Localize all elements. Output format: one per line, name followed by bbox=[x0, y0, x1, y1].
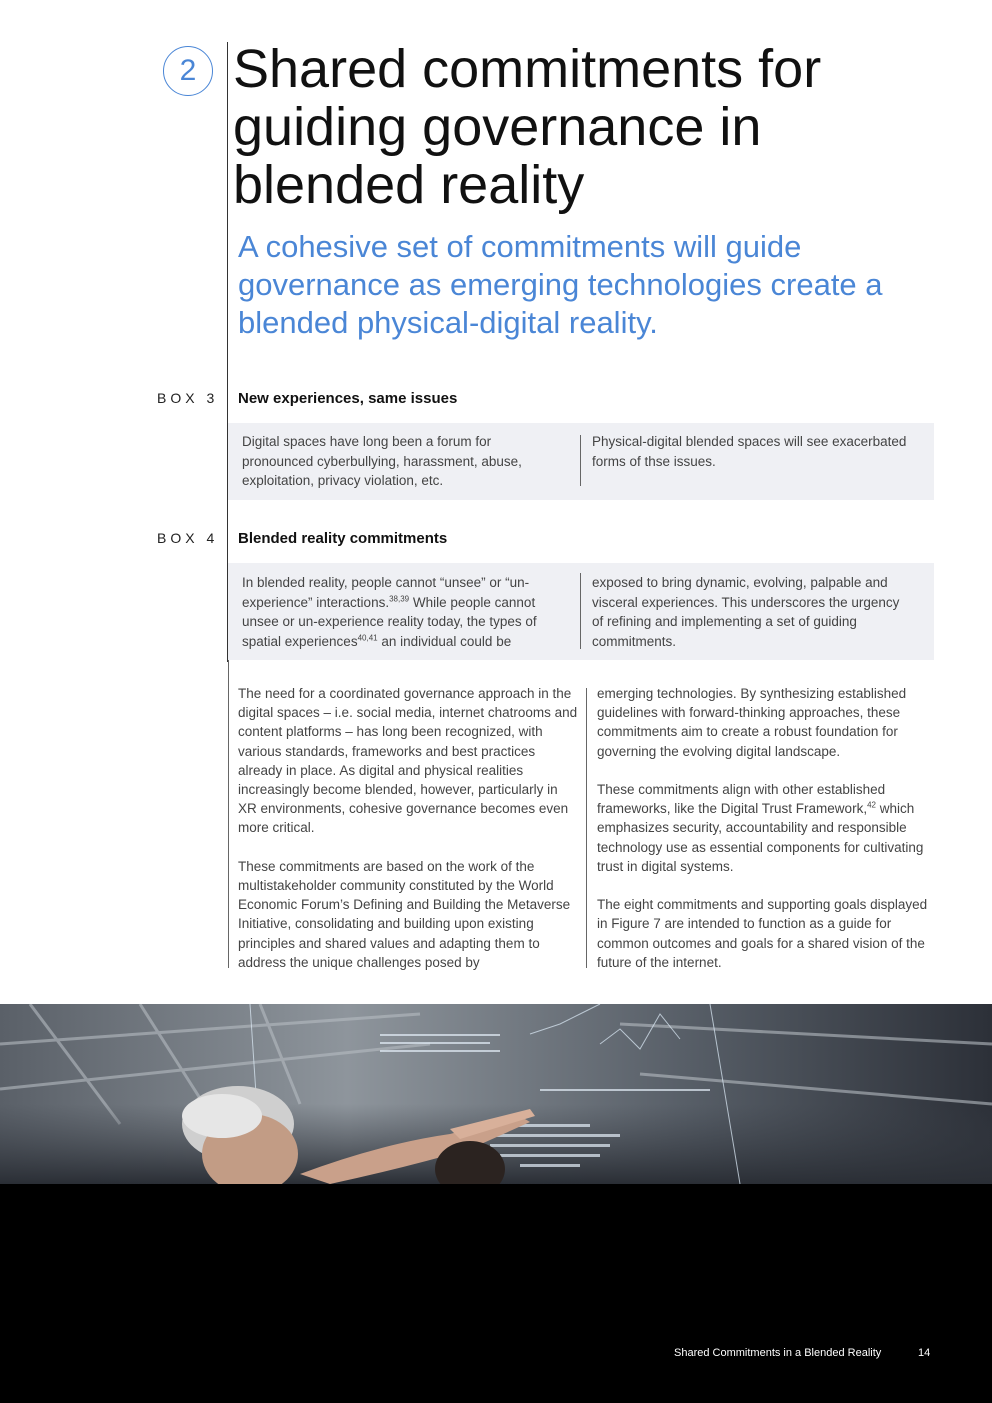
box4-left-text: In blended reality, people cannot “unsee” or “un-experience” interactions.$^{38,39}$ While people cannot unsee or un-experience reality today, the types of spatial experiences$^{40,41}$ an individual could be bbox=[242, 575, 537, 649]
section-number: 2 bbox=[179, 54, 197, 87]
photo-illustration bbox=[0, 1004, 992, 1184]
body-paragraph: These commitments are based on the work of the multistakeholder community constituted by the World Economic Forum’s Defining and Building the Metaverse Initiative, consolidating and building upon existing principles and shared values and adapting them to address the unique challenges posed by bbox=[238, 858, 571, 970]
page-number: 14 bbox=[918, 1347, 931, 1359]
citation-38-39: 38,39 bbox=[389, 594, 410, 603]
body-left-column bbox=[238, 684, 578, 991]
citation-42: 42 bbox=[867, 800, 876, 810]
body-paragraph: The eight commitments and supporting goals displayed in Figure 7 are intended to function as a guide for common outcomes and goals for a shared vision of the future of the internet. bbox=[597, 897, 928, 970]
citation-40-41: 40,41 bbox=[357, 633, 378, 642]
box3-body bbox=[228, 423, 934, 500]
box3-label: BOX 3 bbox=[157, 390, 219, 406]
hero-photo bbox=[0, 1004, 992, 1184]
footer-title: Shared Commitments in a Blended Reality bbox=[674, 1347, 882, 1359]
footer-band bbox=[0, 1184, 992, 1403]
body-paragraph: emerging technologies. By synthesizing established guidelines with forward-thinking approaches, these commitments aim to create a robust foundation for governing the evolving digital landscape. bbox=[597, 686, 907, 759]
page-title: Shared commitments for guiding governance in blended reality bbox=[233, 39, 822, 215]
body-right-column bbox=[597, 684, 934, 991]
section-number-badge bbox=[163, 46, 213, 96]
body-paragraph: These commitments align with other established frameworks, like the Digital Trust Framework,$^{42}$ which emphasizes security, accountability and responsible technology use as essential components for cultivating trust in digital systems. bbox=[597, 782, 924, 874]
box4-label: BOX 4 bbox=[157, 530, 219, 546]
body-left-rule bbox=[228, 660, 229, 968]
box4-right-text: exposed to bring dynamic, evolving, palpable and visceral experiences. This underscores the urgency of refining and implementing a set of guiding commitments. bbox=[592, 575, 900, 649]
box3-column-divider bbox=[580, 435, 581, 486]
box3-right-text: Physical-digital blended spaces will see exacerbated forms of thse issues. bbox=[592, 434, 907, 469]
box3-left-text: Digital spaces have long been a forum for pronounced cyberbullying, harassment, abuse, exploitation, privacy violation, etc. bbox=[242, 434, 522, 488]
box3-title: New experiences, same issues bbox=[238, 390, 458, 407]
box4-column-divider bbox=[580, 573, 581, 649]
page-subtitle: A cohesive set of commitments will guide governance as emerging technologies create a blended physical-digital reality. bbox=[238, 229, 883, 340]
box4-body bbox=[228, 563, 934, 660]
box4-title: Blended reality commitments bbox=[238, 530, 448, 547]
body-column-divider bbox=[586, 688, 587, 968]
body-paragraph: The need for a coordinated governance approach in the digital spaces – i.e. social media, internet chatrooms and content platforms – has long been recognized, with various standards, frameworks and best practices already in place. As digital and physical realities increasingly become blended, however, particularly in XR environments, cohesive governance becomes even more critical. bbox=[238, 686, 578, 836]
